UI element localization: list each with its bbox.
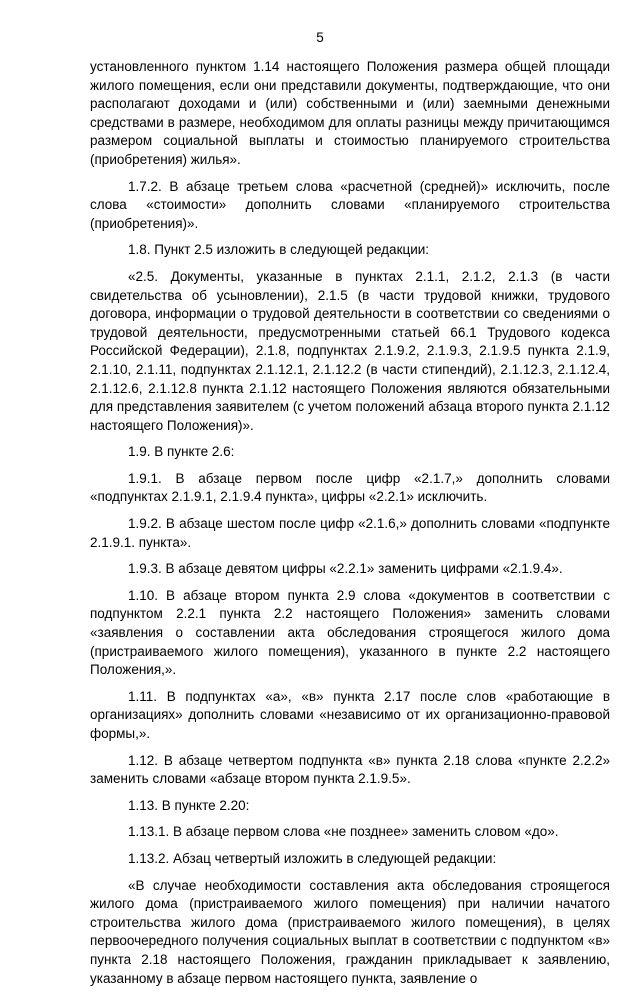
paragraph: «2.5. Документы, указанные в пунктах 2.1.1, 2.1.2, 2.1.3 (в части свидетельства об усыновлении), 2.1.5 (в части трудовой книжки, трудового договора, информации о трудовой деятельности в соответствии со сведениями о трудовой деятельности, предусмотренными статьей 66.1 Трудового кодекса Российской Федерации), 2.1.8, подпунктах 2.1.9.2, 2.1.9.3, 2.1.9.5 пункта 2.1.9, 2.1.10, 2.1.11, подпунктах 2.1.12.1, 2.1.12.2 (в части стипендий), 2.1.12.3, 2.1.12.4, 2.1.12.6, 2.1.12.8 пункта 2.1.12 настоящего Положения являются обязательными для представления заявителем (с учетом положений абзаца второго пункта 2.1.12 настоящего Положения)». xyxy=(90,268,610,433)
paragraph: 1.9.3. В абзаце девятом цифры «2.2.1» заменить цифрами «2.1.9.4». xyxy=(128,561,563,577)
paragraph: «В случае необходимости составления акта обследования строящегося жилого дома (пристраиваемого жилого помещения) при наличии начатого строительства жилого дома (пристраиваемого жилого помещения), в целях первоочередного получения социальных выплат в соответствии с подпунктом «в» пункта 2.18 настоящего Положения, гражданин прикладывает к заявлению, указанному в абзаце первом настоящего пункта, заявление о xyxy=(90,877,610,986)
paragraph: 1.13.2. Абзац четвертый изложить в следующей редакции: xyxy=(128,850,497,866)
paragraph: 1.9. В пункте 2.6: xyxy=(128,444,235,460)
paragraph: 1.11. В подпунктах «а», «в» пункта 2.17 после слов «работающие в организациях» дополнить словами «независимо от их организационно-правовой формы,». xyxy=(90,688,610,741)
paragraph: 1.10. В абзаце втором пункта 2.9 слова «документов в соответствии с подпунктом 2.2.1 пункта 2.2 настоящего Положения» заменить словами «заявления о составлении акта обследования строящегося жилого дома (пристраиваемого жилого помещения), указанного в пункте 2.2 настоящего Положения,». xyxy=(90,587,610,678)
document-body xyxy=(90,58,610,996)
paragraph: 1.8. Пункт 2.5 изложить в следующей редакции: xyxy=(128,242,430,258)
page-number: 5 xyxy=(316,30,324,45)
paragraph: 1.13. В пункте 2.20: xyxy=(128,797,250,813)
paragraph: 1.9.2. В абзаце шестом после цифр «2.1.6,» дополнить словами «подпункте 2.1.9.1. пункта». xyxy=(90,516,610,550)
paragraph: 1.13.1. В абзаце первом слова «не позднее» заменить словом «до». xyxy=(128,824,559,840)
paragraph: 1.7.2. В абзаце третьем слова «расчетной (средней)» исключить, после слова «стоимости» дополнить словами «планируемого строительства (приобретения)». xyxy=(90,178,610,231)
paragraph: установленного пунктом 1.14 настоящего Положения размера общей площади жилого помещения, если они представили документы, подтверждающие, что они располагают доходами и (или) собственными и (или) заемными денежными средствами в размере, необходимом для оплаты разницы между причитающимся размером социальной выплаты и стоимостью планируемого строительства (приобретения) жилья». xyxy=(90,59,610,167)
paragraph: 1.12. В абзаце четвертом подпункта «в» пункта 2.18 слова «пункте 2.2.2» заменить словами «абзаце втором пункта 2.1.9.5». xyxy=(90,752,610,787)
paragraph: 1.9.1. В абзаце первом после цифр «2.1.7,» дополнить словами «подпунктах 2.1.9.1, 2.1.9.4 пункта», цифры «2.2.1» исключить. xyxy=(90,470,610,505)
